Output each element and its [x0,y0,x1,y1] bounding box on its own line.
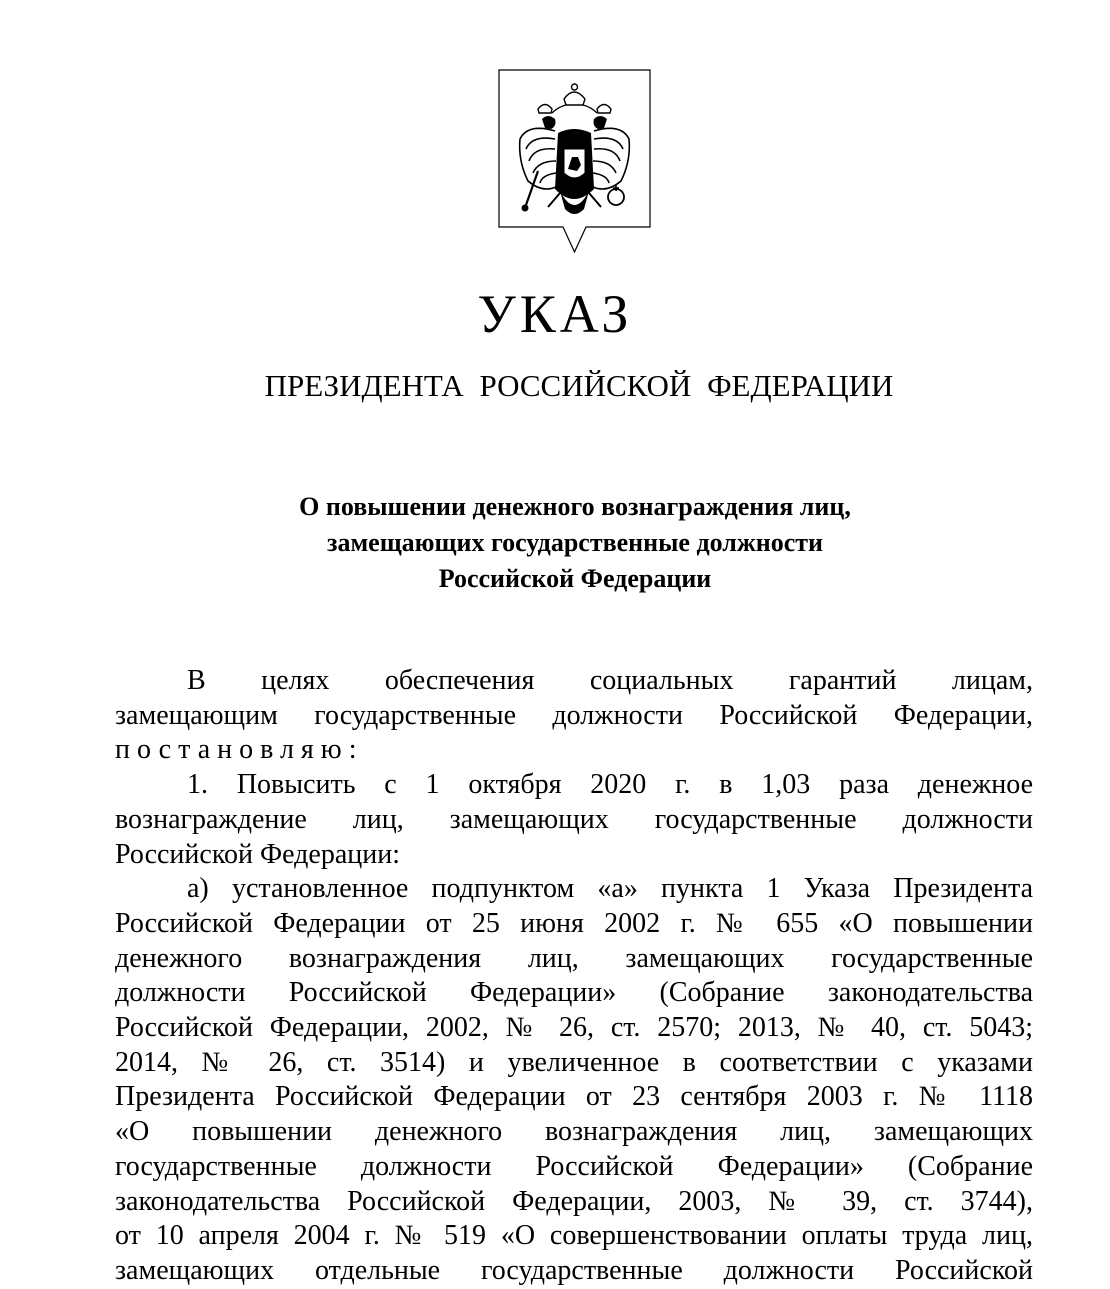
decree-body [115,664,1033,1289]
decree-title-line: О повышении денежного вознаграждения лиц, [299,492,851,521]
document-type: УКАЗ [477,284,633,344]
decree-title-line: замещающих государственные должности [327,528,823,557]
item-1-line: Российской Федерации: [115,838,401,870]
item-1a-line: а) установленное подпунктом «а» пункта 1 Указа Президента [187,873,1033,905]
item-1a-line: от 10 апреля 2004 г. № 519 «О совершенствовании оплаты труда лиц, [115,1220,1033,1252]
decree-title [115,489,1035,597]
item-1-line: 1. Повысить с 1 октября 2020 г. в 1,03 раза денежное [187,769,1033,801]
item-1a-line: «О повышении денежного вознаграждения лиц, замещающих [115,1116,1033,1148]
russian-coat-of-arms-icon [498,69,651,253]
item-1a-line: 2014, № 26, ст. 3514) и увеличенное в соответствии с указами [115,1046,1033,1078]
item-1a-line: государственные должности Российской Федерации» (Собрание [115,1150,1033,1182]
item-1a-line: Российской Федерации, 2002, № 26, ст. 2570; 2013, № 40, ст. 5043; [115,1012,1033,1044]
decree-title-line: Российской Федерации [438,564,712,593]
item-1a-line: должности Российской Федерации» (Собрание законодательства [115,977,1033,1009]
item-1a-line: замещающих отдельные государственные должности Российской [115,1254,1033,1286]
coat-of-arms [498,69,651,253]
item-1-line: вознаграждение лиц, замещающих государственные должности [115,803,1033,835]
issuer-line: ПРЕЗИДЕНТА РОССИЙСКОЙ ФЕДЕРАЦИИ [264,368,894,403]
item-1a-line: законодательства Российской Федерации, 2003, № 39, ст. 3744), [115,1185,1033,1217]
decree-verb: постановляю: [115,734,364,766]
preamble-line: В целях обеспечения социальных гарантий лицам, [187,665,1033,696]
preamble-line: замещающим государственные должности Российской Федерации, [115,699,1033,731]
item-1a-line: денежного вознаграждения лиц, замещающих государственные [115,942,1033,974]
item-1a-line: Российской Федерации от 25 июня 2002 г. № 655 «О повышении [115,907,1033,939]
item-1a-line: Президента Российской Федерации от 23 сентября 2003 г. № 1118 [115,1081,1033,1113]
